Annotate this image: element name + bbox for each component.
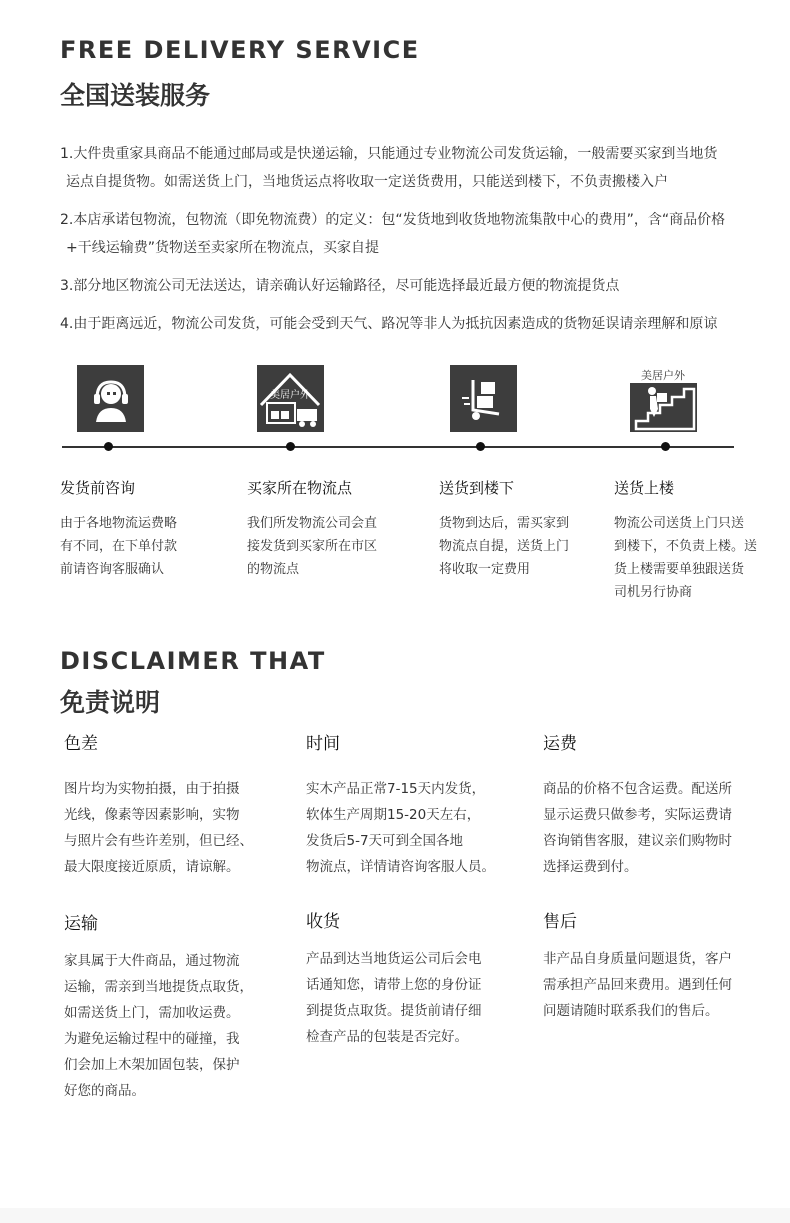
disclaimer-description: 产品到达当地货运公司后会电 话通知您，请带上您的身份证 到提货点取货。提货前请仔细 检查产品的包装是否完好。: [306, 951, 482, 1045]
timeline-line: [62, 446, 734, 448]
note-line: 1.大件贵重家具商品不能通过邮局或是快递运输，只能通过专业物流公司发货运输，一般需要买家到当地货: [60, 146, 718, 162]
note-line: 2.本店承诺包物流，包物流（即免物流费）的定义：包“发货地到收货地物流集散中心的费用”，含“商品价格: [60, 212, 726, 228]
step-deliver-upstairs: [614, 478, 774, 604]
step-title: 送货到楼下: [439, 479, 515, 497]
disclaimer-description: 实木产品正常7-15天内发货， 软体生产周期15-20天左右， 发货后5-7天可到全国各地 物流点，详情请咨询客服人员。: [306, 781, 495, 875]
step-title: 买家所在物流点: [247, 479, 353, 497]
step-title: 发货前咨询: [60, 479, 136, 497]
step-consult: [60, 478, 220, 581]
note-line: 3.部分地区物流公司无法送达，请亲确认好运输路径，尽可能选择最近最方便的物流提货点: [60, 278, 620, 294]
customer-service-icon: [77, 365, 144, 432]
delivery-note-3: [60, 272, 760, 300]
timeline-dot: [476, 442, 485, 451]
delivery-notes: [60, 140, 760, 348]
note-line: 4.由于距离远近，物流公司发货，可能会受到天气、路况等非人为抵抗因素造成的货物延误请亲理解和原谅: [60, 316, 718, 332]
delivery-chinese-title: 全国送装服务: [60, 81, 211, 110]
disclaimer-description: 商品的价格不包含运费。配送所 显示运费只做参考，实际运费请 咨询销售客服，建议亲们购物时 选择运费到付。: [543, 781, 732, 875]
disclaimer-title: 运费: [543, 734, 577, 754]
delivery-note-4: [60, 310, 760, 338]
step-description: 由于各地物流运费略 有不同，在下单付款 前请咨询客服确认: [60, 516, 178, 577]
disclaimer-shipping-fee: [543, 732, 743, 880]
disclaimer-chinese-title: 免责说明: [60, 688, 161, 717]
stairs-carry-icon: [630, 365, 697, 432]
delivery-note-1: [60, 140, 760, 196]
disclaimer-title: 时间: [306, 734, 340, 754]
timeline-dot: [661, 442, 670, 451]
disclaimer-description: 图片均为实物拍摄，由于拍摄 光线，像素等因素影响，实物 与照片会有些许差别，但已经、 最大限度接近原质，请谅解。: [64, 781, 253, 875]
disclaimer-english-title: DISCLAIMER THAT: [60, 647, 326, 675]
step-deliver-downstairs: [439, 478, 599, 581]
delivery-english-title: FREE DELIVERY SERVICE: [60, 36, 420, 64]
bottom-border: [0, 1208, 790, 1223]
step-buyer-logistics-point: [247, 478, 407, 581]
disclaimer-after-sales: [543, 910, 743, 1024]
disclaimer-title: 色差: [64, 734, 98, 754]
disclaimer-description: 非产品自身质量问题退货，客户 需承担产品回来费用。遇到任何 问题请随时联系我们的售后。: [543, 951, 732, 1019]
disclaimer-title: 运输: [64, 914, 98, 934]
disclaimer-receiving: [306, 910, 506, 1050]
step-description: 货物到达后，需买家到 物流点自提，送货上门 将收取一定费用: [439, 516, 570, 577]
disclaimer-title: 收货: [306, 912, 340, 932]
timeline-dot: [286, 442, 295, 451]
delivery-note-2: [60, 206, 760, 262]
step-description: 物流公司送货上门只送 到楼下，不负责上楼。送 货上楼需要单独跟送货 司机另行协商: [614, 516, 758, 600]
disclaimer-color-difference: [64, 732, 264, 880]
note-line: 运点自提货物。如需送货上门，当地货运点将收取一定送货费用，只能送到楼下，不负责搬楼入户: [66, 174, 668, 190]
disclaimer-time: [306, 732, 506, 880]
stairs-label: 美居户外: [641, 369, 685, 382]
step-description: 我们所发物流公司会直 接发货到买家所在市区 的物流点: [247, 516, 378, 577]
step-title: 送货上楼: [614, 479, 675, 497]
warehouse-label: 美居户外: [270, 390, 310, 401]
warehouse-truck-icon: [257, 365, 324, 432]
hand-truck-icon: [450, 365, 517, 432]
timeline-dot: [104, 442, 113, 451]
note-line: +干线运输费”货物送至卖家所在物流点，买家自提: [66, 240, 379, 256]
disclaimer-transport: [64, 912, 264, 1104]
disclaimer-description: 家具属于大件商品，通过物流 运输，需亲到当地提货点取货， 如需送货上门，需加收运费。 为避免运输过程中的碰撞，我 们会加上木架加固包装，保护 好您的商品。: [64, 953, 253, 1099]
disclaimer-title: 售后: [543, 912, 577, 932]
